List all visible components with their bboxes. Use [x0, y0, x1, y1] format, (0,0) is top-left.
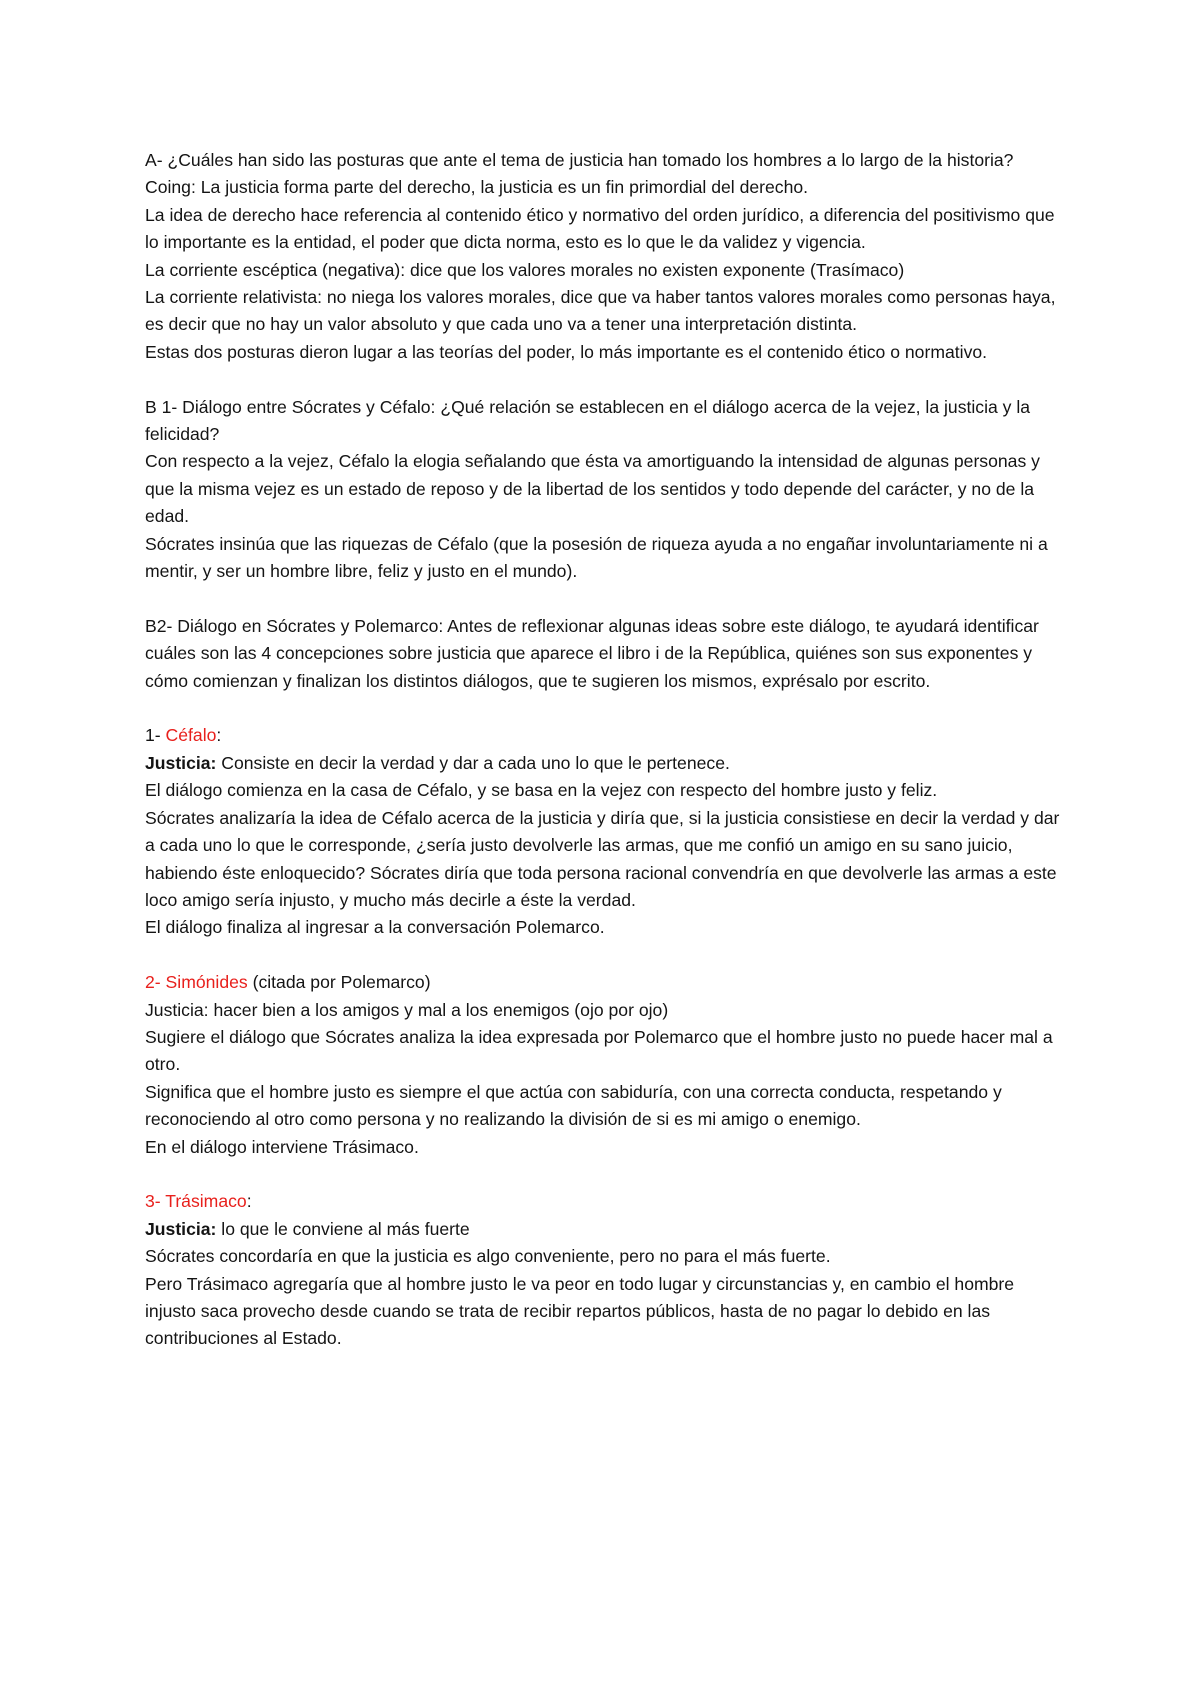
paragraph: La corriente escéptica (negativa): dice que los valores morales no existen exponente (Trasímaco) [145, 259, 905, 280]
spacer [145, 366, 1065, 393]
spacer [145, 585, 1065, 612]
section-simonides [145, 969, 1065, 1161]
paragraph: Estas dos posturas dieron lugar a las teorías del poder, lo más importante es el contenido ético o normativo. [145, 341, 988, 362]
heading-name: Céfalo [165, 725, 217, 746]
justicia-definition [145, 1216, 1065, 1243]
paragraph: Sócrates insinúa que las riquezas de Céfalo (que la posesión de riqueza ayuda a no engañar involuntariamente ni a mentir, y ser un hombre libre, feliz y justo en el mundo). [145, 533, 1048, 582]
justicia-definition [145, 750, 1065, 777]
spacer [145, 695, 1065, 722]
heading-number: 2- [145, 972, 166, 993]
justicia-label: Justicia: [145, 1218, 217, 1239]
heading-name: Simónides [165, 972, 248, 993]
section-trasimaco [145, 1188, 1065, 1352]
section-heading [145, 1188, 1065, 1215]
paragraph: Justicia: hacer bien a los amigos y mal a los enemigos (ojo por ojo) [145, 999, 669, 1020]
paragraph: La idea de derecho hace referencia al contenido ético y normativo del orden jurídico, a diferencia del positivismo que lo importante es la entidad, el poder que dicta norma, esto es lo que le da validez y vigencia. [145, 204, 1055, 253]
section-a [145, 147, 1065, 366]
paragraph: A- ¿Cuáles han sido las posturas que ante el tema de justicia han tomado los hombres a lo largo de la historia? [145, 150, 1014, 170]
section-heading [145, 969, 1065, 996]
paragraph: Sócrates concordaría en que la justicia es algo conveniente, pero no para el más fuerte. [145, 1246, 831, 1267]
paragraph: En el diálogo interviene Trásimaco. [145, 1136, 419, 1157]
paragraph: Sócrates analizaría la idea de Céfalo acerca de la justicia y diría que, si la justicia consistiese en decir la verdad y dar a cada uno lo que le corresponde, ¿sería justo devolverle las armas, que me confió un amigo en su sano juicio, habiendo éste enloquecido? Sócrates diría que toda persona racional convendría en que devolverle las armas a este loco amigo sería injusto, y mucho más decirle a éste la verdad. [145, 807, 1060, 910]
justicia-text: lo que le conviene al más fuerte [216, 1218, 470, 1239]
heading-name: Trásimaco [165, 1191, 247, 1212]
section-heading [145, 722, 1065, 749]
document-body [145, 147, 1065, 1353]
paragraph: Significa que el hombre justo es siempre el que actúa con sabiduría, con una correcta conducta, respetando y reconociendo al otro como persona y no realizando la división de si es mi amigo o enemigo. [145, 1081, 1002, 1130]
heading-number: 1- [145, 725, 166, 746]
paragraph: Con respecto a la vejez, Céfalo la elogia señalando que ésta va amortiguando la intensidad de algunas personas y que la misma vejez es un estado de reposo y de la libertad de los sentidos y todo depende del carácter, y no de la edad. [145, 451, 1040, 527]
section-b1 [145, 394, 1065, 586]
paragraph: Sugiere el diálogo que Sócrates analiza la idea expresada por Polemarco que el hombre justo no puede hacer mal a otro. [145, 1026, 1053, 1075]
paragraph: B 1- Diálogo entre Sócrates y Céfalo: ¿Qué relación se establecen en el diálogo acerca de la vejez, la justicia y la felicidad? [145, 396, 1031, 445]
paragraph: B2- Diálogo en Sócrates y Polemarco: Antes de reflexionar algunas ideas sobre este diálogo, te ayudará identificar cuáles son las 4 concepciones sobre justicia que aparece el libro i de la República, quiénes son sus exponentes y cómo comienzan y finalizan los distintos diálogos, que te sugieren los mismos, exprésalo por escrito. [145, 615, 1039, 691]
section-cefalo [145, 722, 1065, 941]
paragraph: La corriente relativista: no niega los valores morales, dice que va haber tantos valores morales como personas haya, es decir que no hay un valor absoluto y que cada uno va a tener una interpretación distinta. [145, 287, 1056, 335]
justicia-label: Justicia: [145, 752, 217, 773]
spacer [145, 942, 1065, 969]
paragraph: Pero Trásimaco agregaría que al hombre justo le va peor en todo lugar y circunstancias y, en cambio el hombre injusto saca provecho desde cuando se trata de recibir repartos públicos, hasta de no pagar lo debido en las contribuciones al Estado. [145, 1273, 1015, 1349]
paragraph: Coing: La justicia forma parte del derecho, la justicia es un fin primordial del derecho. [145, 177, 809, 198]
section-b2 [145, 613, 1065, 695]
paragraph: El diálogo finaliza al ingresar a la conversación Polemarco. [145, 917, 605, 938]
justicia-text: Consiste en decir la verdad y dar a cada uno lo que le pertenece. [216, 752, 730, 773]
heading-suffix: : [216, 725, 222, 746]
paragraph: El diálogo comienza en la casa de Céfalo, y se basa en la vejez con respecto del hombre justo y feliz. [145, 780, 938, 801]
heading-number: 3- [145, 1191, 166, 1212]
spacer [145, 1161, 1065, 1188]
heading-suffix: : [246, 1191, 252, 1212]
heading-suffix: (citada por Polemarco) [247, 972, 431, 993]
